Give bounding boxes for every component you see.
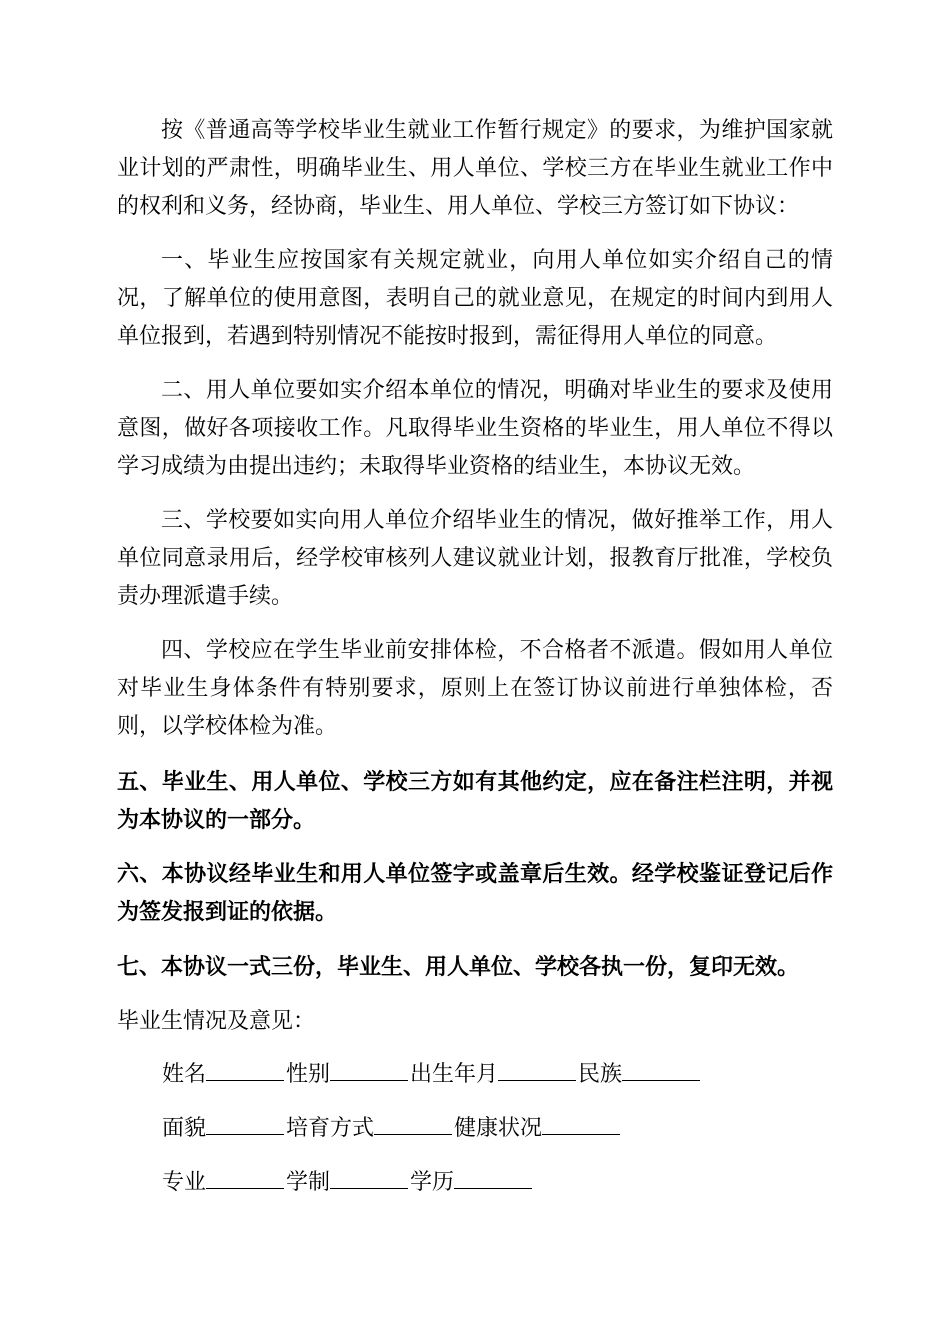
field-degree-label: 学历 — [410, 1170, 455, 1195]
field-gender-blank[interactable] — [330, 1060, 408, 1081]
clause-4-paragraph: 四、学校应在学生毕业前安排体检，不合格者不派遣。假如用人单位对毕业生身体条件有特别要求，原则上在签订协议前进行单独体检，否则，以学校体检为准。 — [117, 638, 833, 739]
field-training-mode-blank[interactable] — [374, 1114, 452, 1135]
field-birthdate-label: 出生年月 — [410, 1062, 499, 1087]
field-major-label: 专业 — [162, 1170, 207, 1195]
field-major-blank[interactable] — [206, 1168, 284, 1189]
clause-7-paragraph: 七、本协议一式三份，毕业生、用人单位、学校各执一份，复印无效。 — [117, 954, 800, 980]
clause-2-paragraph: 二、用人单位要如实介绍本单位的情况，明确对毕业生的要求及使用意图，做好各项接收工作。凡取得毕业生资格的毕业生，用人单位不得以学习成绩为由提出违约；未取得毕业资格的结业生，本协议无效。 — [117, 378, 833, 479]
field-political-status-blank[interactable] — [206, 1114, 284, 1135]
graduate-fields-row-1 — [162, 1056, 702, 1094]
field-health-status-label: 健康状况 — [454, 1116, 543, 1141]
intro-paragraph: 按《普通高等学校毕业生就业工作暂行规定》的要求，为维护国家就业计划的严肃性，明确毕业生、用人单位、学校三方在毕业生就业工作中的权利和义务，经协商，毕业生、用人单位、学校三方签订如下协议： — [117, 118, 833, 219]
field-duration-blank[interactable] — [330, 1168, 408, 1189]
field-political-status-label: 面貌 — [162, 1116, 207, 1141]
field-name-blank[interactable] — [206, 1060, 284, 1081]
clause-3-paragraph: 三、学校要如实向用人单位介绍毕业生的情况，做好推举工作，用人单位同意录用后，经学校审核列人建议就业计划，报教育厅批准，学校负责办理派遣手续。 — [117, 508, 833, 609]
field-name-label: 姓名 — [162, 1062, 207, 1087]
clause-1-paragraph: 一、毕业生应按国家有关规定就业，向用人单位如实介绍自己的情况，了解单位的使用意图，表明自己的就业意见，在规定的时间内到用人单位报到，若遇到特别情况不能按时报到，需征得用人单位的同意。 — [117, 248, 833, 349]
graduate-fields-row-3 — [162, 1164, 534, 1202]
field-health-status-blank[interactable] — [542, 1114, 620, 1135]
field-gender-label: 性别 — [286, 1062, 331, 1087]
graduate-fields-row-2 — [162, 1110, 622, 1148]
field-training-mode-label: 培育方式 — [286, 1116, 375, 1141]
field-ethnicity-blank[interactable] — [622, 1060, 700, 1081]
field-degree-blank[interactable] — [454, 1168, 532, 1189]
graduate-section-heading: 毕业生情况及意见： — [117, 1009, 316, 1034]
clause-6-paragraph: 六、本协议经毕业生和用人单位签字或盖章后生效。经学校鉴证登记后作为签发报到证的依据。 — [117, 861, 833, 925]
field-birthdate-blank[interactable] — [498, 1060, 576, 1081]
field-ethnicity-label: 民族 — [578, 1062, 623, 1087]
clause-5-paragraph: 五、毕业生、用人单位、学校三方如有其他约定，应在备注栏注明，并视为本协议的一部分。 — [117, 769, 833, 833]
field-duration-label: 学制 — [286, 1170, 331, 1195]
